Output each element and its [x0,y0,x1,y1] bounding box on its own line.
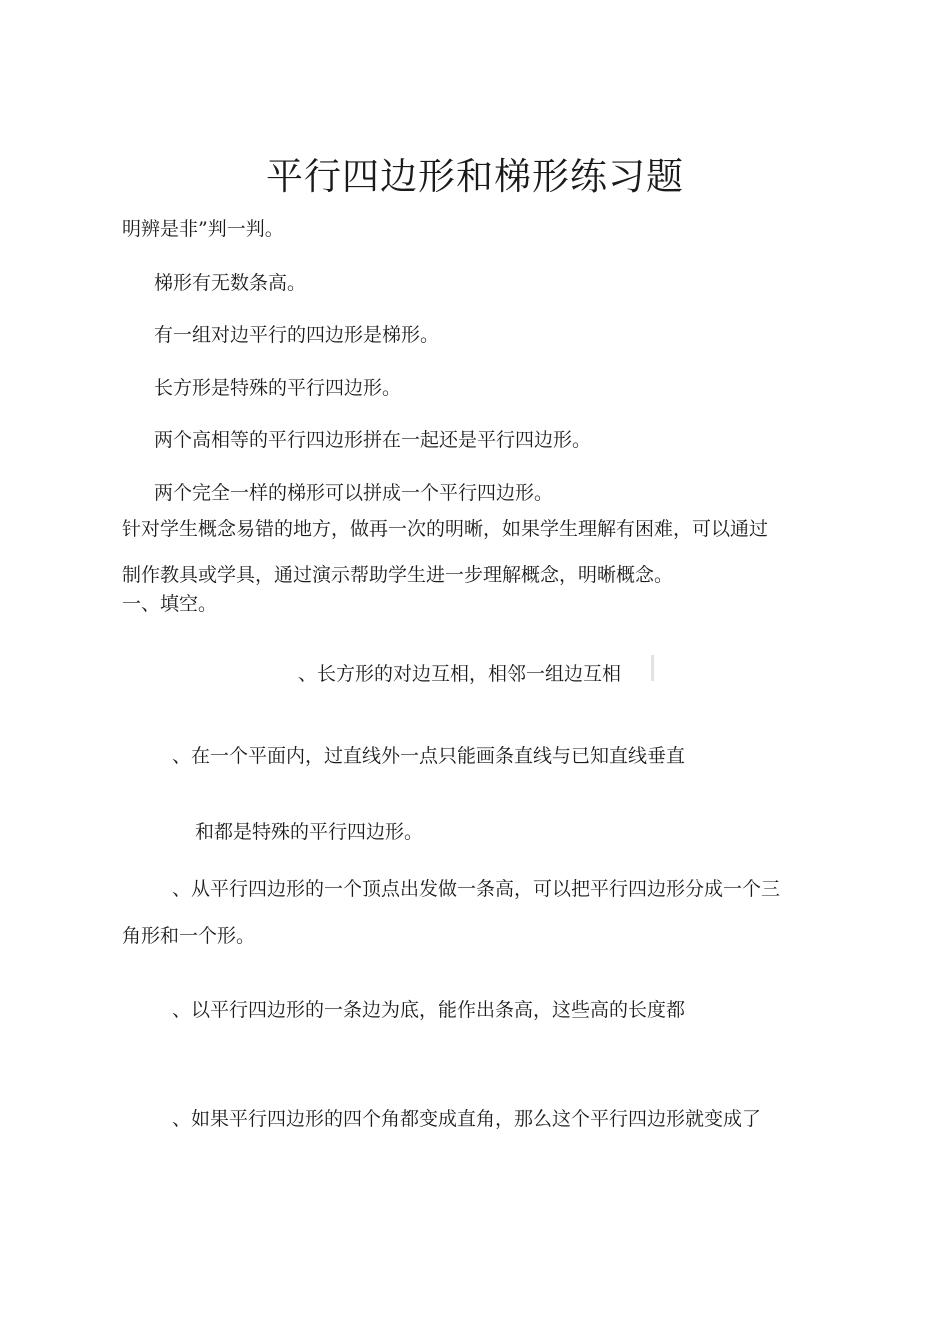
page-title: 平行四边形和梯形练习题 [266,155,684,198]
judge-item-5: 两个完全一样的梯形可以拼成一个平行四边形。 [154,482,554,504]
fill-item-1: 、长方形的对边互相，相邻一组边互相 [298,663,622,685]
fill-item-4-line-1: 、从平行四边形的一个顶点出发做一条高，可以把平行四边形分成一个三 [172,878,781,900]
text-cursor-mark [651,655,654,681]
fill-item-4-line-2: 角形和一个形。 [122,925,256,947]
fill-item-3: 和都是特殊的平行四边形。 [195,821,424,843]
fill-item-5: 、以平行四边形的一条边为底，能作出条高，这些高的长度都 [172,999,686,1021]
judge-heading: 明辨是非”判一判。 [122,218,284,240]
teaching-note-line-1: 针对学生概念易错的地方，做再一次的明晰，如果学生理解有困难，可以通过 [122,518,769,540]
judge-item-1: 梯形有无数条高。 [154,272,307,294]
fill-item-6: 、如果平行四边形的四个角都变成直角，那么这个平行四边形就变成了 [172,1108,762,1130]
fill-item-2: 、在一个平面内，过直线外一点只能画条直线与已知直线垂直 [172,745,686,767]
judge-item-2: 有一组对边平行的四边形是梯形。 [154,324,440,346]
fill-heading: 一、填空。 [122,593,218,615]
teaching-note-line-2: 制作教具或学具，通过演示帮助学生进一步理解概念，明晰概念。 [122,564,674,586]
judge-item-4: 两个高相等的平行四边形拼在一起还是平行四边形。 [154,429,592,451]
judge-item-3: 长方形是特殊的平行四边形。 [154,377,402,399]
